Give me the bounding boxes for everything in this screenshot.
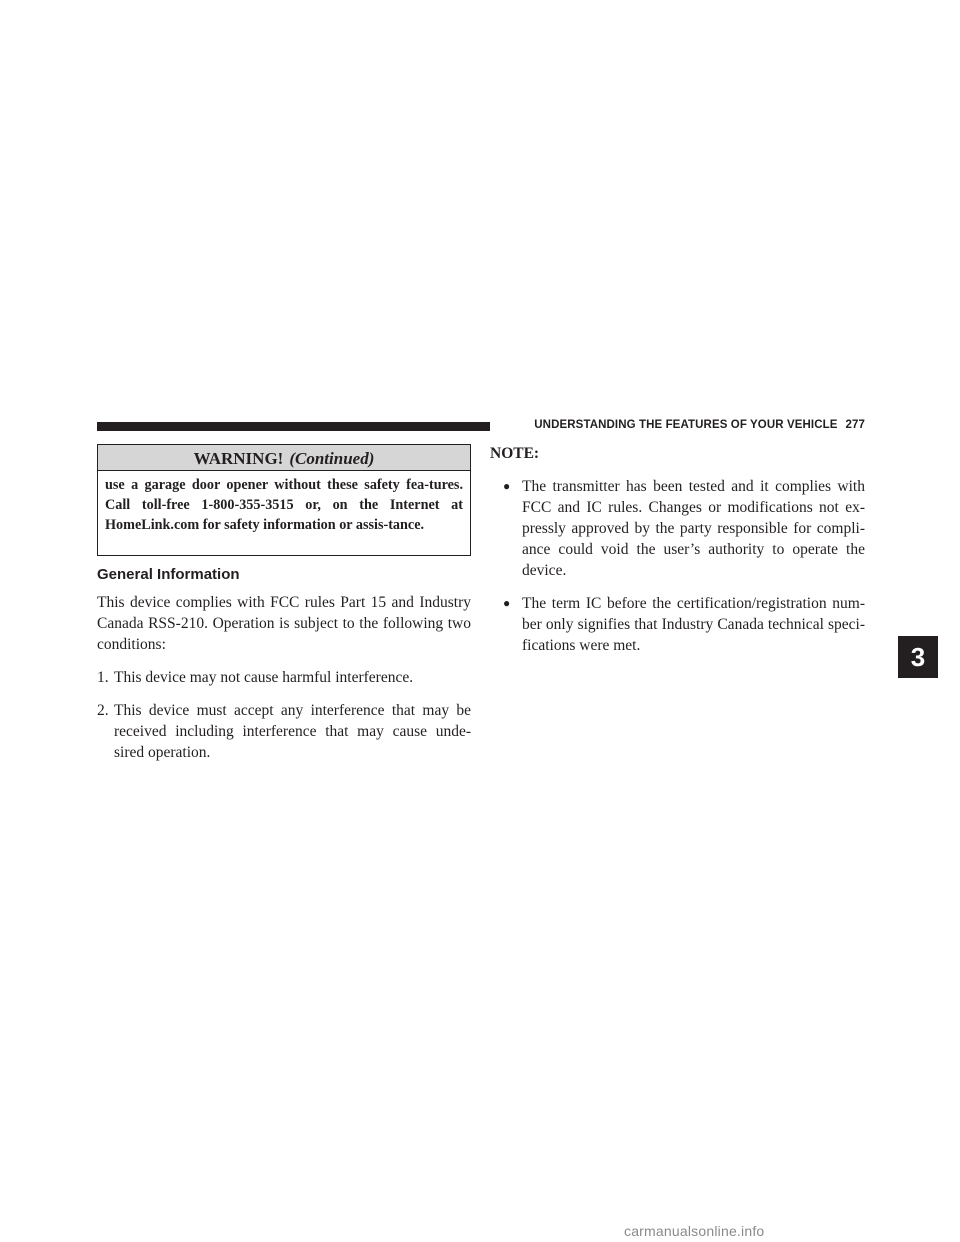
list-item xyxy=(97,700,471,763)
page-number: 277 xyxy=(845,419,865,431)
list-number: 1. xyxy=(97,669,109,686)
note-label: NOTE: xyxy=(490,445,540,462)
warning-label: WARNING! xyxy=(193,449,284,468)
header-rule xyxy=(97,422,490,431)
list-text: This device must accept any interference that may be received including interference that may cause unde-sired operation. xyxy=(114,702,471,761)
list-number: 2. xyxy=(97,702,109,719)
right-column xyxy=(490,444,865,656)
left-column xyxy=(97,592,471,763)
running-header xyxy=(505,419,865,431)
section-title: UNDERSTANDING THE FEATURES OF YOUR VEHICLE xyxy=(534,419,838,431)
bullet-icon: ● xyxy=(503,479,511,493)
warning-text: use a garage door opener without these safety fea-tures. Call toll-free 1-800-355-3515 or, on the Internet at HomeLink.com for safety information or assis-tance. xyxy=(105,477,463,533)
bullet-text: The transmitter has been tested and it complies with FCC and IC rules. Changes or modifications not ex-pressly approved by the party responsible for compli-ance could void the user’s authority to operate the device. xyxy=(522,478,865,579)
warning-continued: (Continued) xyxy=(289,449,375,468)
list-text: This device may not cause harmful interference. xyxy=(114,669,414,686)
warning-title xyxy=(98,445,470,471)
list-item xyxy=(97,667,471,688)
bullet-icon: ● xyxy=(503,596,511,610)
bullet-item xyxy=(490,593,865,656)
section-heading: General Information xyxy=(97,566,240,583)
watermark: carmanualsonline.info xyxy=(624,1223,765,1239)
intro-paragraph: This device complies with FCC rules Part 15 and Industry Canada RSS-210. Operation is subject to the following two conditions: xyxy=(97,594,471,653)
warning-box xyxy=(97,444,471,556)
bullet-text: The term IC before the certification/registration num-ber only signifies that Industry Canada technical speci-fications were met. xyxy=(522,595,865,654)
bullet-item xyxy=(490,476,865,581)
chapter-tab: 3 xyxy=(898,636,938,678)
